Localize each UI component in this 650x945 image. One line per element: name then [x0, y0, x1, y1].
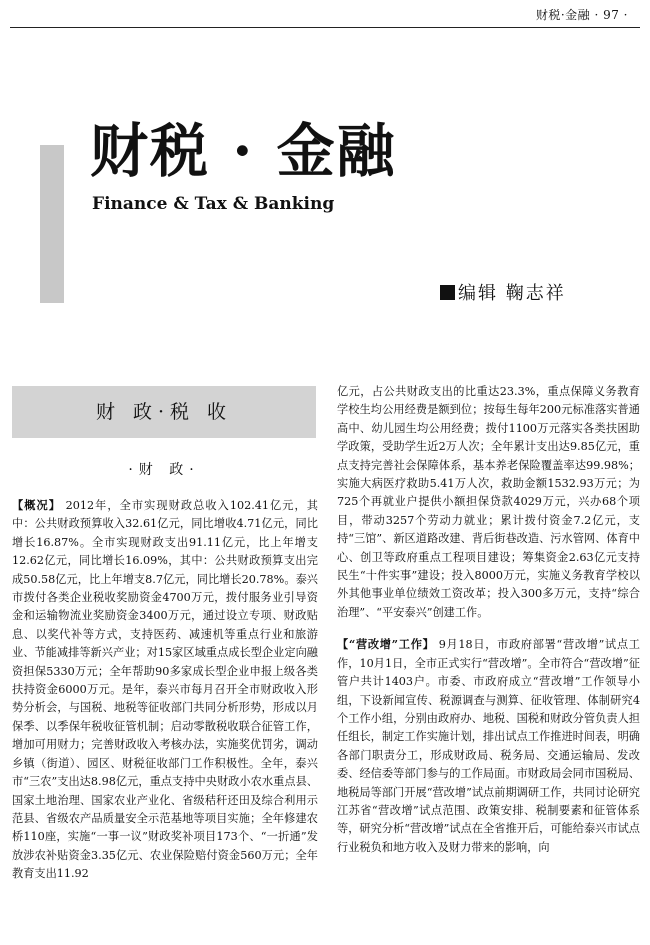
square-bullet-icon — [440, 285, 455, 300]
paragraph-vat-reform — [337, 635, 640, 857]
chapter-title: 财税 · 金融 — [90, 117, 397, 185]
header-rule — [10, 27, 640, 28]
paragraph-continued: 亿元，占公共财政支出的比重达23.3%，重点保障义务教育学校生均公用经费是额到位；按每生每年200元标准落实普通高中、幼儿园生均公用经费；拨付1100万元落实各类扶困助学政策，受助学生近2万人次；全年累计支出达9.85亿元，重点支持完善社会保障体系，基本养老保险覆盖率达99.98%；实施大病医疗救助5.41万人次，救助金额1532.93万元；为725个再就业户提供小额担保贷款4029万元，兴办68个项目，带动3257个劳动力就业；累计拨付资金7.2亿元，支持“三馆”、新区道路改建、背后街巷改造、污水管网、体育中心、创卫等政府重点工程项目建设；筹集资金2.63亿元支持民生“十件实事”建设；投入8000万元，实施义务教育学校以外其他事业单位绩效工资改革；投入300多万元，支持“综合治理”、“平安泰兴”创建工作。 — [337, 385, 640, 619]
paragraph-overview — [12, 496, 318, 884]
left-column — [12, 496, 318, 884]
running-head: 财税·金融 · 97 · — [535, 8, 628, 22]
subsection-heading: ·财 政· — [128, 462, 200, 478]
paragraph-text: 9月18日，市政府部署“营改增”试点工作，10月1日，全市正式实行“营改增”。全市符合“营改增”征管户共计1403户。市委、市政府成立“营改增”工作领导小组，下设新闻宣传、税源调查与测算、征收管理、体制研究4个工作小组，分别由政府办、地税、国税和财政分管负责人担任组长，制定工作实施计划，排出试点工作推进时间表，明确各部门职责分工，形成财政局、税务局、交通运输局、发改委、经信委等部门参与的工作局面。市财政局会同市国税局、地税局等部门开展“营改增”试点前期调研工作，共同讨论研究江苏省“营改增”试点范围、政策安排、税制要素和征管体系等，研究分析“营改增”试点在全省推开后，可能给泰兴市试点行业税负和地方收入及财力带来的影响，向 — [337, 638, 640, 854]
paragraph-lead: 【“营改增”工作】 — [337, 637, 435, 652]
chapter-title-english: Finance & Tax & Banking — [92, 194, 335, 214]
editor-text: 编辑 鞠志祥 — [458, 283, 566, 304]
paragraph-text: 2012年，全市实现财政总收入102.41亿元，其中：公共财政预算收入32.61亿元，同比增收4.71亿元，同比增长16.87%。全市实现财政支出91.11亿元，比上年增支12.62亿元，同比增长16.09%，其中：公共财政预算支出完成50.58亿元，比上年增支8.7亿元，同比增长20.78%。泰兴市拨付各类企业税收奖励资金4700万元，拨付服务业引导资金和运输物流业奖励资金3400万元，通过设立专项、财政贴息、以奖代补等方式，支持医药、减速机等重点行业和旅游业、节能减排等新兴产业；对15家区域重点成长型企业定向融资担保5330万元；全年帮助90多家成长型企业申报上级各类扶持资金6000万元。是年，泰兴市每月召开全市财政收入形势分析会，与国税、地税等征收部门共同分析形势，形成以月保季、以季保年税收征管机制；启动零散税收联合征管工作，增加可用财力；完善财政收入考核办法，实施奖优罚劣，调动乡镇（街道）、园区、财税征收部门工作积极性。全年，泰兴市“三农”支出达8.98亿元，重点支持中央财政小农水重点县、国家土地治理、国家农业产业化、省级秸秆还田及综合利用示范县、省级农产品质量安全示范基地等项目实施；全年修建农桥110座，实施“一事一议”财政奖补项目173个、“一折通”发放涉农补贴资金3.35亿元、农业保险赔付资金560万元；全年教育支出11.92 — [12, 499, 318, 881]
right-column — [337, 383, 640, 857]
editor-credit — [440, 279, 566, 305]
decorative-side-bar — [40, 145, 64, 303]
paragraph-lead: 【概况】 — [12, 498, 61, 512]
section-heading: 财 政·税 收 — [12, 386, 316, 438]
